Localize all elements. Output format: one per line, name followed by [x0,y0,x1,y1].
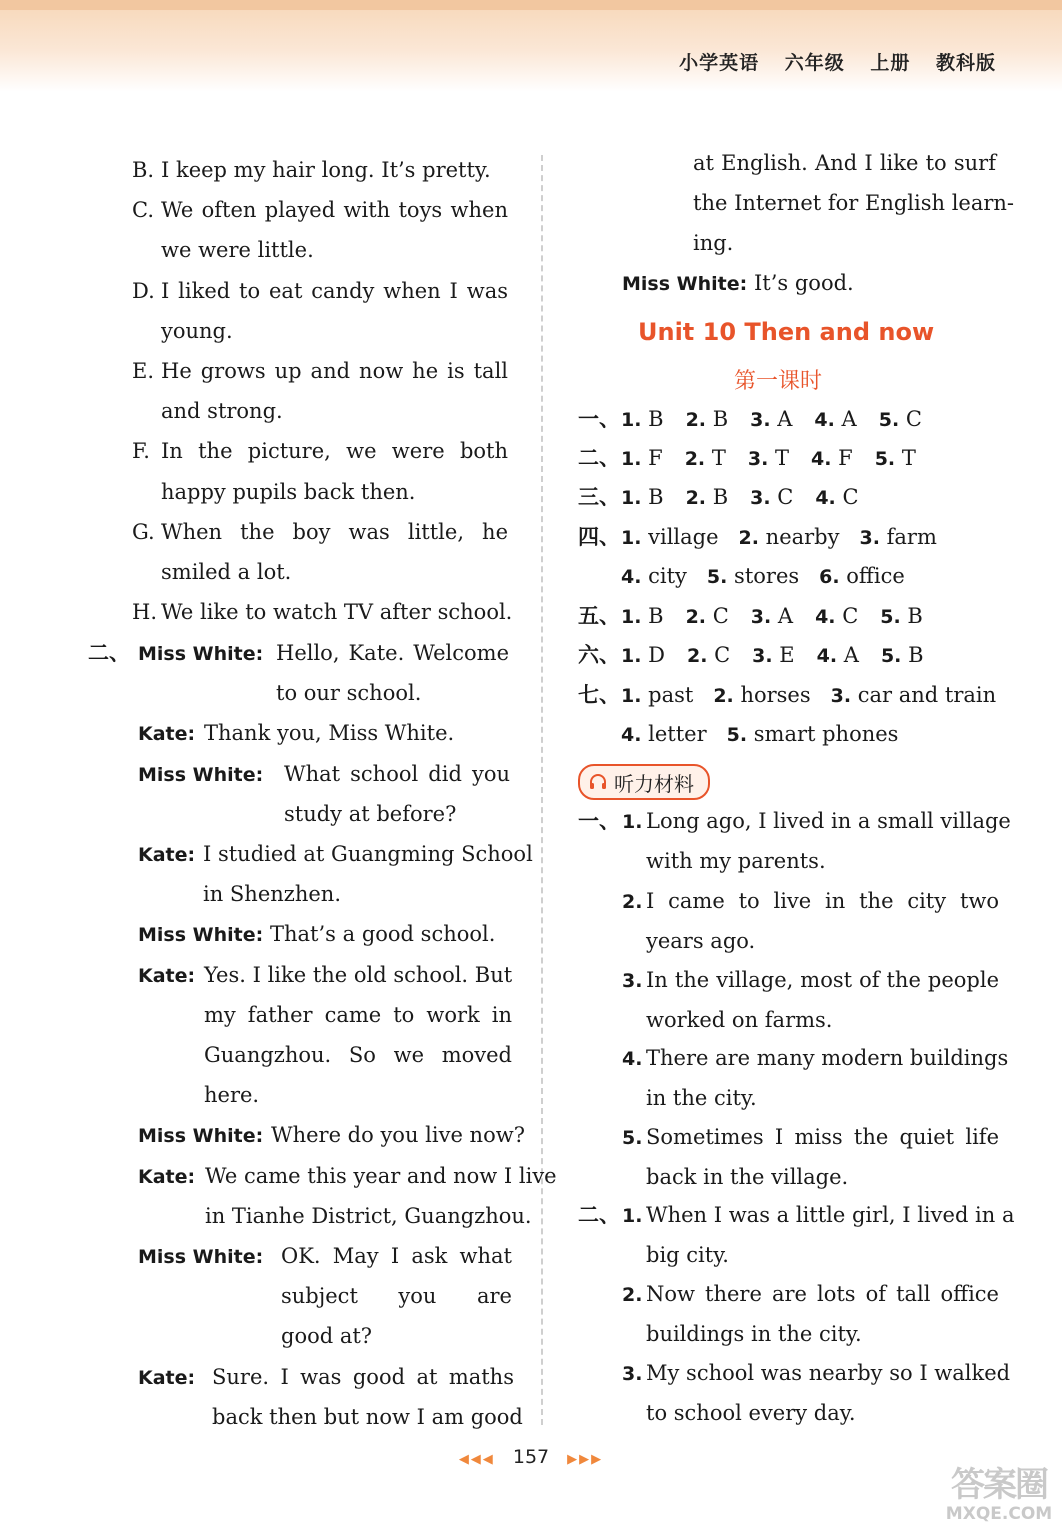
answer-number: 3. [859,527,880,549]
watermark [944,1466,1054,1530]
answer-item [686,601,729,632]
dialogue-speaker: Miss White: [138,763,264,786]
answer-section-mark: 一、 [578,407,620,431]
answer-item [621,561,687,592]
dialogue-line: Sure. I was good at maths [212,1364,514,1389]
option-letter: F. [132,439,150,464]
answer-item [685,443,726,474]
answer-value: smart phones [747,722,899,746]
listening-line: My school was nearby so I walked [646,1361,1011,1385]
answer-value: farm [879,525,937,549]
listening-number: 2. [622,1284,643,1306]
section-mark: 二、 [88,641,130,665]
listening-section-mark: 二、 [578,1203,620,1227]
watermark-logo: 答案圈 [951,1465,1047,1505]
option-letter: G. [132,519,155,544]
answer-item [739,522,840,553]
answer-item [880,601,923,632]
answer-value: car and train [851,683,997,707]
listening-number: 5. [622,1127,643,1149]
header-grade: 六年级 [784,52,845,74]
dialogue-line: ing. [693,231,734,255]
dialogue-speaker: Kate: [138,964,196,987]
option-text: We often played with toys when [161,198,508,223]
listening-section-mark: 一、 [578,809,620,833]
dialogue-line: good at? [281,1324,373,1349]
answer-item [750,482,793,513]
answer-value: C [707,643,731,667]
answer-number: 3. [750,487,771,509]
column-divider [541,155,543,1425]
answer-row [621,561,905,592]
answer-item [831,680,997,711]
option-letter: E. [132,359,155,383]
answer-number: 2. [685,409,707,431]
option-letter: C. [132,198,154,223]
dialogue-line: in Shenzhen. [203,882,341,907]
answer-number: 4. [814,409,835,431]
answer-item [814,404,856,435]
answer-item [621,443,663,474]
answer-number: 4. [810,448,832,470]
listening-line: to school every day. [646,1401,856,1425]
answer-number: 5. [880,606,901,628]
headphones-icon [588,772,608,792]
answer-number: 3. [830,685,852,707]
answer-value: A [834,407,857,431]
dialogue-line: I studied at Guangming School [203,842,533,866]
answer-section-mark: 五、 [578,604,620,628]
listening-line: Long ago, I lived in a small village [646,809,1011,833]
prev-arrows-icon: ◀◀◀ [458,1452,495,1467]
answer-number: 4. [815,487,836,509]
answer-value: C [706,604,729,628]
page-header [0,0,1062,92]
answer-item [881,640,924,671]
page-navigation [0,1446,1062,1468]
answer-value: past [641,683,694,707]
answer-number: 3. [750,606,772,628]
listening-label: 听力材料 [614,771,694,796]
answer-item [815,601,858,632]
answer-number: 3. [750,409,771,431]
answer-item [811,443,853,474]
answer-item [686,482,729,513]
dialogue-speaker: Miss White: [622,273,748,295]
answer-row [621,404,922,435]
header-volume: 上册 [870,52,911,74]
answer-value: B [706,485,729,509]
listening-line: In the village, most of the people [646,968,999,992]
dialogue-line: Hello, Kate. Welcome [276,641,509,665]
answer-value: C [770,485,794,509]
answer-number: 1. [621,645,642,667]
answer-number: 1. [621,487,642,509]
answer-value: F [641,446,663,470]
option-text: young. [161,318,233,343]
answer-item [621,404,664,435]
listening-line: worked on farms. [646,1008,833,1032]
answer-section-mark: 七、 [578,683,620,707]
answer-section-mark: 六、 [578,643,620,667]
listening-number: 3. [622,970,643,992]
next-arrows-icon: ▶▶▶ [567,1452,604,1467]
answer-number: 2. [684,448,706,470]
dialogue-speaker: Miss White: [138,643,264,665]
answer-number: 5. [880,645,902,667]
listening-line: buildings in the city. [646,1322,862,1346]
answer-item [686,404,729,435]
dialogue-line: the Internet for English learn- [693,191,1015,215]
option-text: we were little. [161,238,314,263]
answer-row [621,601,923,632]
answer-value: T [768,446,789,470]
answer-number: 4. [815,606,836,628]
header-edition: 教科版 [935,52,996,74]
answer-number: 1. [621,448,642,470]
answer-section-mark: 三、 [578,485,620,509]
answer-row [621,640,924,671]
answer-number: 2. [685,606,707,628]
listening-line: Now there are lots of tall office [646,1282,999,1306]
answer-value: T [705,446,726,470]
listening-number: 2. [622,891,643,913]
answer-item [621,522,719,553]
option-letter: H. [132,600,157,625]
dialogue-line: Yes. I like the old school. But [204,962,513,987]
listening-line: Sometimes I miss the quiet life [646,1125,999,1149]
listening-material-badge [578,764,710,800]
dialogue-line: study at before? [284,801,457,826]
lesson-title: 第一课时 [734,369,823,394]
listening-line: in the city. [646,1086,757,1110]
answer-number: 2. [738,527,759,549]
answer-item [748,443,789,474]
answer-item [707,561,799,592]
answer-value: village [641,525,719,549]
dialogue-line: to our school. [276,681,422,706]
answer-value: B [641,604,664,628]
answer-value: D [641,643,665,667]
answer-value: T [895,446,916,470]
listening-line: years ago. [646,929,756,953]
option-letter: B. [132,158,155,182]
answer-section-mark: 四、 [578,525,620,549]
option-text: and strong. [161,399,283,424]
answer-item [860,522,937,553]
answer-number: 1. [621,409,642,431]
answer-item [752,640,794,671]
dialogue-speaker: Kate: [138,723,196,746]
option-text: I liked to eat candy when I was [161,278,508,303]
dialogue-line: subject you are [281,1284,512,1309]
answer-value: C [835,604,859,628]
answer-value: B [641,485,664,509]
answer-item [621,482,664,513]
listening-number: 1. [622,1205,643,1227]
dialogue-speaker: Kate: [138,1165,196,1188]
answer-value: E [772,643,795,667]
dialogue-speaker: Kate: [138,844,196,866]
answer-item [727,719,899,750]
answer-value: city [641,564,687,588]
listening-line: with my parents. [646,849,826,873]
answer-value: stores [727,564,800,588]
option-text: happy pupils back then. [161,479,416,504]
dialogue-line: back then but now I am good [212,1404,523,1429]
answer-item [621,680,693,711]
dialogue-line: OK. May I ask what [281,1244,512,1268]
listening-line: big city. [646,1243,729,1267]
answer-item [817,640,859,671]
answer-item [875,443,916,474]
answer-row [621,482,859,513]
answer-number: 5. [874,448,896,470]
dialogue-line: Where do you live now? [271,1123,525,1148]
answer-value: office [839,564,905,588]
page-number: 157 [512,1446,550,1468]
dialogue-line: Guangzhou. So we moved [204,1043,512,1067]
answer-value: B [901,643,924,667]
header-band [0,0,1062,10]
answer-value: F [831,446,853,470]
answer-number: 2. [685,487,707,509]
answer-item [621,640,665,671]
listening-line: When I was a little girl, I lived in a [646,1203,1015,1227]
listening-line: back in the village. [646,1165,849,1189]
answer-item [750,404,792,435]
unit-title: Unit 10 Then and now [638,318,935,346]
option-text: When the boy was little, he [161,519,508,544]
listening-number: 4. [622,1048,643,1070]
answer-number: 2. [713,685,734,707]
watermark-site: MXQE.COM [945,1504,1053,1524]
option-letter: D. [132,278,155,303]
answer-item [621,601,664,632]
answer-number: 4. [816,645,838,667]
answer-value: B [641,407,664,431]
answer-value: A [837,643,859,667]
listening-number: 3. [622,1363,643,1385]
answer-number: 2. [686,645,708,667]
answer-row [621,719,898,750]
listening-number: 1. [622,811,643,833]
answer-value: B [900,604,923,628]
dialogue-line: It’s good. [754,271,854,295]
dialogue-line: at English. And I like to surf [693,151,996,175]
answer-item [687,640,730,671]
answer-item [621,719,707,750]
answer-number: 1. [621,685,642,707]
answer-section-mark: 二、 [578,446,620,470]
answer-item [815,482,858,513]
header-info [661,48,996,75]
dialogue-line: my father came to work in [204,1002,512,1027]
answer-number: 3. [752,645,773,667]
answer-value: horses [733,683,811,707]
answer-value: letter [641,722,707,746]
dialogue-speaker: Miss White: [138,1125,264,1148]
answer-value: B [706,407,729,431]
option-text: We like to watch TV after school. [161,600,513,625]
answer-number: 6. [819,566,840,588]
option-text: I keep my hair long. It’s pretty. [161,158,491,182]
dialogue-speaker: Kate: [138,1366,196,1389]
answer-row [621,443,916,474]
answer-number: 4. [621,566,642,588]
dialogue-speaker: Miss White: [138,1246,264,1268]
answer-number: 1. [621,606,642,628]
dialogue-speaker: Miss White: [138,924,264,947]
answer-number: 3. [747,448,769,470]
answer-value: A [770,407,793,431]
dialogue-line: That’s a good school. [270,922,496,947]
option-text: He grows up and now he is tall [161,359,508,383]
option-text: smiled a lot. [161,560,292,584]
header-subject: 小学英语 [679,52,760,74]
dialogue-line: here. [204,1083,260,1108]
option-text: In the picture, we were both [161,439,508,464]
answer-row [621,522,937,553]
answer-number: 1. [621,527,642,549]
answer-item [713,680,810,711]
answer-value: nearby [759,525,840,549]
dialogue-line: Thank you, Miss White. [204,721,455,746]
answer-item [879,404,922,435]
listening-line: There are many modern buildings [646,1046,1009,1070]
dialogue-line: We came this year and now I live [205,1163,557,1188]
answer-item [751,601,793,632]
answer-number: 5. [726,724,748,746]
answer-number: 5. [878,409,900,431]
answer-value: C [835,485,859,509]
listening-line: I came to live in the city two [646,889,999,913]
answer-row [621,680,996,711]
dialogue-line: What school did you [284,761,510,786]
answer-value: C [899,407,922,431]
dialogue-line: in Tianhe District, Guangzhou. [205,1203,532,1228]
answer-number: 4. [621,724,642,746]
answer-item [819,561,905,592]
answer-value: A [771,604,794,628]
answer-number: 5. [706,566,728,588]
